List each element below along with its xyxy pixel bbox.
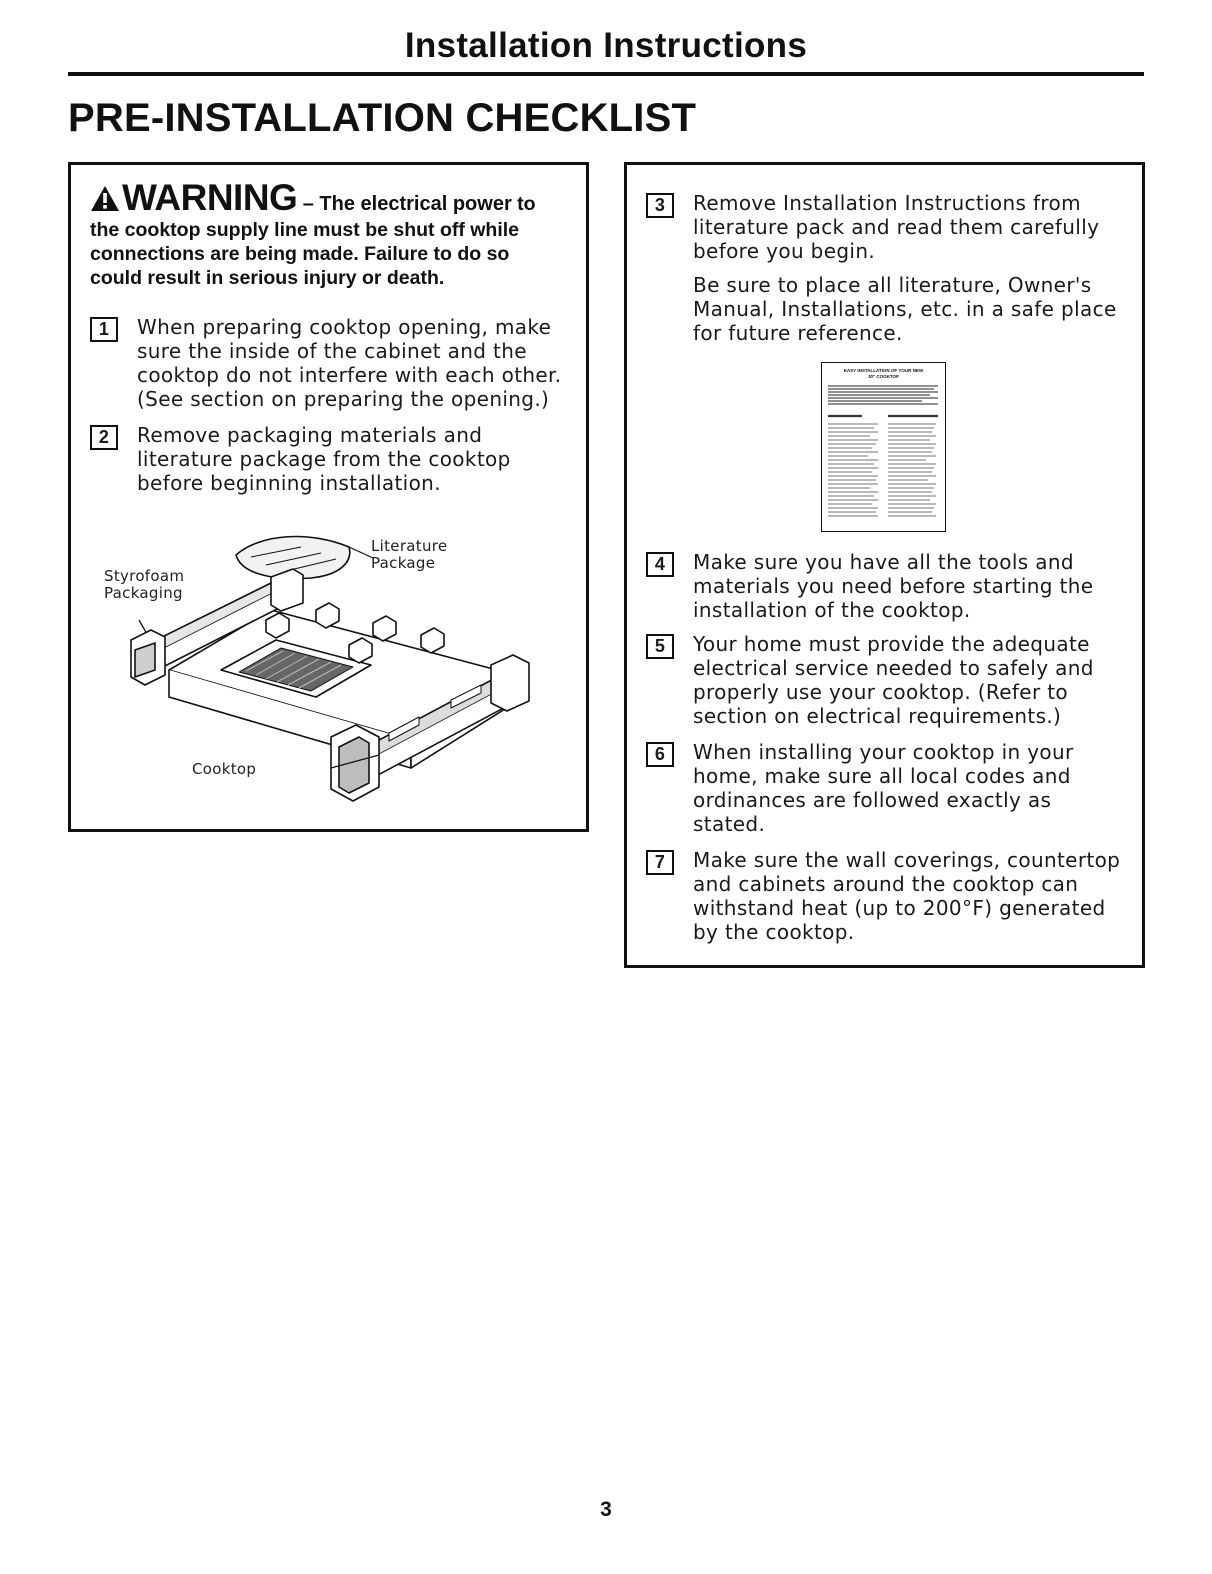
cooktop-label: Cooktop: [192, 760, 257, 778]
step-text: Your home must provide the adequate electrical service needed to safely and properly use your cooktop. (Refer to section on electrical requirements.): [693, 632, 1094, 728]
step-number-box: 3: [646, 193, 674, 218]
warning-triangle-icon: [90, 185, 120, 218]
instruction-booklet-thumbnail: [821, 362, 946, 532]
checklist-step: [90, 423, 565, 495]
checklist-step: [646, 632, 1128, 728]
right-checklist-box: [624, 162, 1145, 968]
warning-lead: – The electrical power: [302, 193, 512, 215]
page-number: 3: [600, 1498, 612, 1521]
booklet-text-lines: [822, 380, 944, 530]
checklist-step: [646, 550, 1128, 622]
checklist-step: [646, 848, 1132, 944]
section-title: PRE-INSTALLATION CHECKLIST: [68, 96, 697, 140]
left-checklist-box: [68, 162, 589, 832]
page-header-title: Installation Instructions: [404, 26, 808, 65]
step-text: Make sure the wall coverings, countertop and cabinets around the cooktop can withstand heat (up to 200°F) generated by the cooktop.: [693, 848, 1121, 944]
step-number-box: 2: [90, 425, 118, 450]
step-number-box: 7: [646, 850, 674, 875]
step-text: Remove Installation Instructions from literature pack and read them carefully before you begin.: [693, 191, 1100, 263]
checklist-step: [646, 740, 1128, 836]
booklet-title: EASY INSTALLATION OF YOUR NEW 30" COOKTOP: [843, 368, 924, 379]
header-rule: [68, 72, 1144, 76]
step-text: When installing your cooktop in your home, make sure all local codes and ordinances are followed exactly as stated.: [693, 740, 1074, 836]
checklist-step: [90, 315, 565, 411]
literature-package-label: Literature Package: [371, 537, 448, 572]
step-number-box: 5: [646, 634, 674, 659]
step-number-box: 6: [646, 742, 674, 767]
step-number-box: 1: [90, 317, 118, 342]
step-text: Remove packaging materials and literature package from the cooktop before beginning installation.: [137, 423, 511, 495]
warning-text: to the cooktop supply line must be shut off while connections are being made. Failure to do so could result in serious injury or death.: [90, 193, 536, 289]
checklist-step: [646, 191, 1128, 355]
styrofoam-packaging-label: Styrofoam Packaging: [104, 567, 185, 602]
step-text: When preparing cooktop opening, make sure the inside of the cabinet and the cooktop do not interfere with each other. (See section on preparing the opening.): [137, 315, 562, 411]
warning-word: WARNING: [122, 177, 298, 218]
step-number-box: 4: [646, 552, 674, 577]
step-text: Make sure you have all the tools and materials you need before starting the installation of the cooktop.: [693, 550, 1094, 622]
step-note: Be sure to place all literature, Owner's Manual, Installations, etc. in a safe place for future reference.: [693, 273, 1117, 345]
warning-block: [90, 177, 565, 290]
